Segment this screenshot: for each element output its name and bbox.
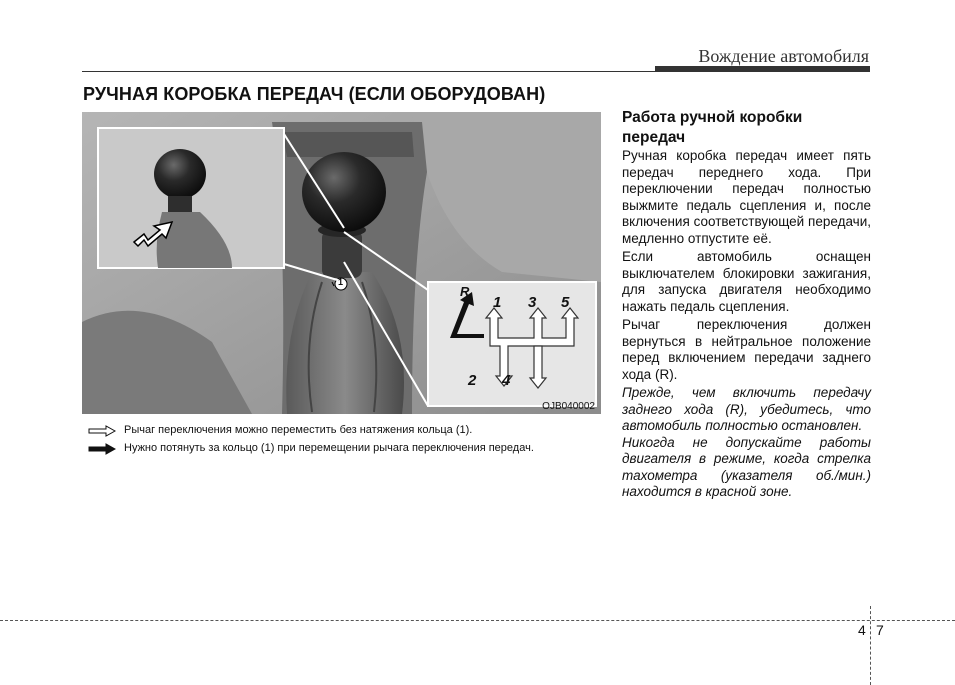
warning-paragraph: Никогда не допускайте работы двигателя в режиме, когда стрелка тахометра (указателя об./мин.) находится в красной зоне. bbox=[622, 434, 871, 499]
header-rule bbox=[82, 71, 870, 72]
paragraph: Рычаг переключения должен вернуться в нейтральное положение перед включением передачи заднего хода (R). bbox=[622, 317, 871, 382]
footer-dashed-rule bbox=[0, 620, 955, 621]
subsection-title-line-2: передач bbox=[622, 129, 686, 146]
paragraph: Ручная коробка передач имеет пять передач переднего хода. При переключении передач полностью выжмите педаль сцепления и, после включения соответствующей передачи, медленно отпустите её. bbox=[622, 148, 871, 246]
shift-label-r: R bbox=[460, 284, 470, 299]
gear-shift-figure bbox=[82, 112, 601, 414]
gear-shift-illustration bbox=[82, 112, 601, 414]
caption-row bbox=[88, 442, 608, 460]
paragraph: Если автомобиль оснащен выключателем блокировки зажигания, для запуска двигателя необходимо нажать педаль сцепления. bbox=[622, 249, 871, 314]
subsection-title-line-1: Работа ручной коробки bbox=[622, 109, 803, 126]
caption-text: Рычаг переключения можно переместить без натяжения кольца (1). bbox=[124, 424, 473, 436]
figure-captions bbox=[88, 424, 608, 460]
shift-label-3: 3 bbox=[528, 294, 537, 311]
right-column bbox=[622, 108, 871, 501]
shift-label-4: 4 bbox=[502, 372, 511, 389]
shift-label-1: 1 bbox=[493, 294, 502, 311]
page-number-chapter: 4 bbox=[858, 622, 866, 638]
outline-arrow-icon bbox=[88, 425, 116, 437]
running-header: Вождение автомобиля bbox=[698, 46, 869, 66]
warning-paragraph: Прежде, чем включить передачу заднего хода (R), убедитесь, что автомобиль полностью остановлен. bbox=[622, 385, 871, 433]
figure-code: OJB040002 bbox=[542, 401, 595, 412]
callout-number: 1 bbox=[338, 277, 344, 287]
page-number-page: 7 bbox=[876, 622, 884, 638]
caption-text: Нужно потянуть за кольцо (1) при перемещении рычага переключения передач. bbox=[124, 442, 534, 454]
caption-row bbox=[88, 424, 608, 442]
footer-dashed-divider bbox=[870, 606, 871, 685]
shift-label-2: 2 bbox=[468, 372, 477, 389]
section-title: РУЧНАЯ КОРОБКА ПЕРЕДАЧ (ЕСЛИ ОБОРУДОВАН) bbox=[83, 84, 546, 104]
solid-arrow-icon bbox=[88, 443, 116, 455]
header-rule-accent bbox=[655, 66, 870, 71]
shift-label-5: 5 bbox=[561, 294, 570, 311]
